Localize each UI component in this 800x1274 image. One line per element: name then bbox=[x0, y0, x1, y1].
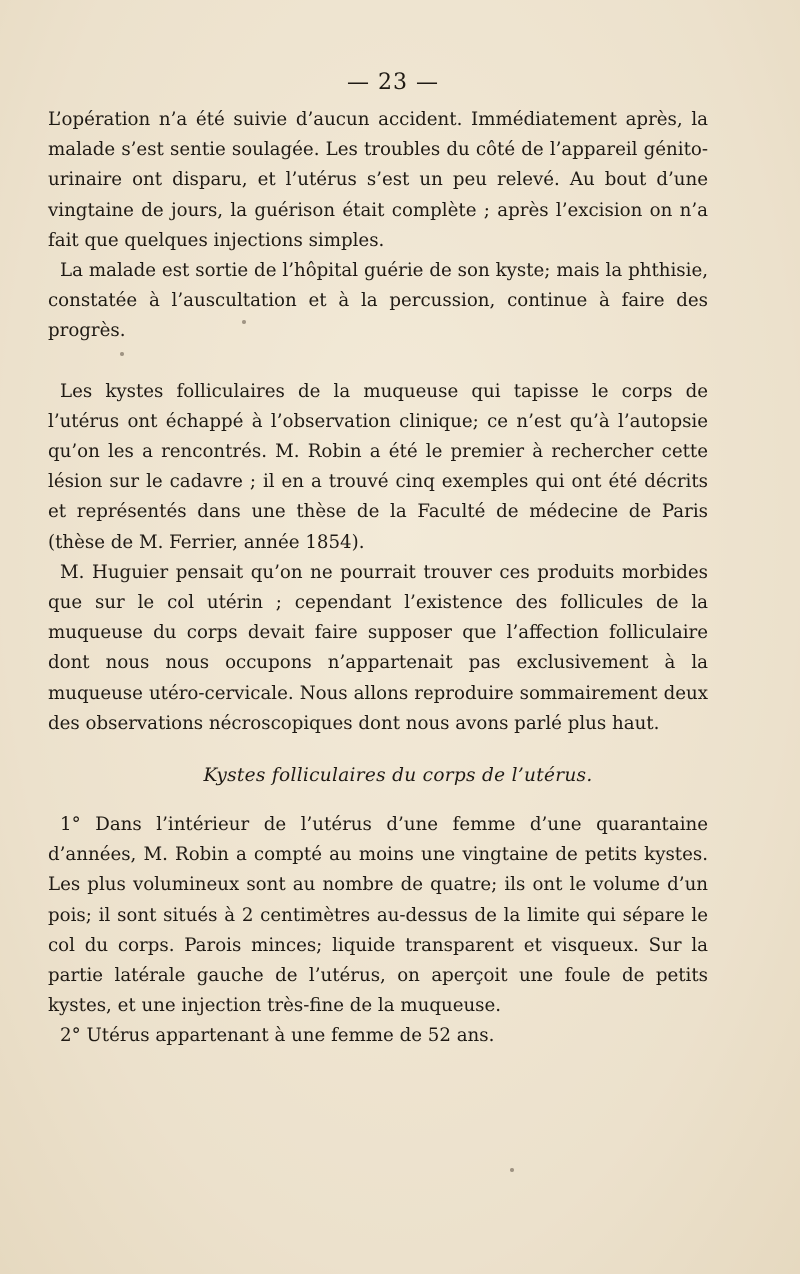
paper-speck bbox=[242, 320, 246, 324]
page-number: — 23 — bbox=[347, 70, 439, 95]
paper-speck bbox=[510, 1168, 514, 1172]
paragraph-huguier: M. Huguier pensait qu’on ne pourrait trouver ces produits morbides que sur le col utérin ; cependant l’existence des follicules de la muqueuse du corps devait faire supposer que l’affection folliculaire dont nous nous occupons n’appartenait pas exclusivement à la muqueuse utéro-cervicale. Nous allons reproduire sommairement deux des observations nécroscopiques dont nous avons parlé plus haut. bbox=[48, 561, 708, 734]
paragraph-kystes-folliculaires: Les kystes folliculaires de la muqueuse qui tapisse le corps de l’utérus ont échappé à l’observation clinique; ce n’est qu’à l’autopsie qu’on les a rencontrés. M. Robin a été le premier à rechercher cette lésion sur le cadavre ; il en a trouvé cinq exemples qui ont été décrits et représentés dans une thèse de la Faculté de médecine de Paris (thèse de M. Ferrier, année 1854). bbox=[48, 380, 708, 553]
section-heading: Kystes folliculaires du corps de l’utérus. bbox=[203, 765, 593, 787]
paragraph-observation-2: 2° Utérus appartenant à une femme de 52 ans. bbox=[60, 1025, 495, 1047]
paragraph-operation: L’opération n’a été suivie d’aucun accident. Immédiatement après, la malade s’est sentie soulagée. Les troubles du côté de l’appareil génito-urinaire ont disparu, et l’utérus s’est un peu relevé. Au bout d’une vingtaine de jours, la guérison était complète ; après l’excision on n’a fait que quelques injections simples. bbox=[48, 109, 708, 251]
paragraph-malade-sortie: La malade est sortie de l’hôpital guérie de son kyste; mais la phthisie, constatée à l’auscultation et à la percussion, continue à faire des progrès. bbox=[48, 260, 708, 342]
paper-speck bbox=[120, 352, 124, 356]
paragraph-observation-1: 1° Dans l’intérieur de l’utérus d’une femme d’une quarantaine d’années, M. Robin a compté au moins une vingtaine de petits kystes. Les plus volumineux sont au nombre de quatre; ils ont le volume d’un pois; il sont situés à 2 centimètres au-dessus de la limite qui sépare le col du corps. Parois minces; liquide transparent et visqueux. Sur la partie latérale gauche de l’utérus, on aperçoit une foule de petits kystes, et une injection très-fine de la muqueuse. bbox=[48, 814, 708, 1017]
book-page bbox=[48, 70, 708, 1052]
